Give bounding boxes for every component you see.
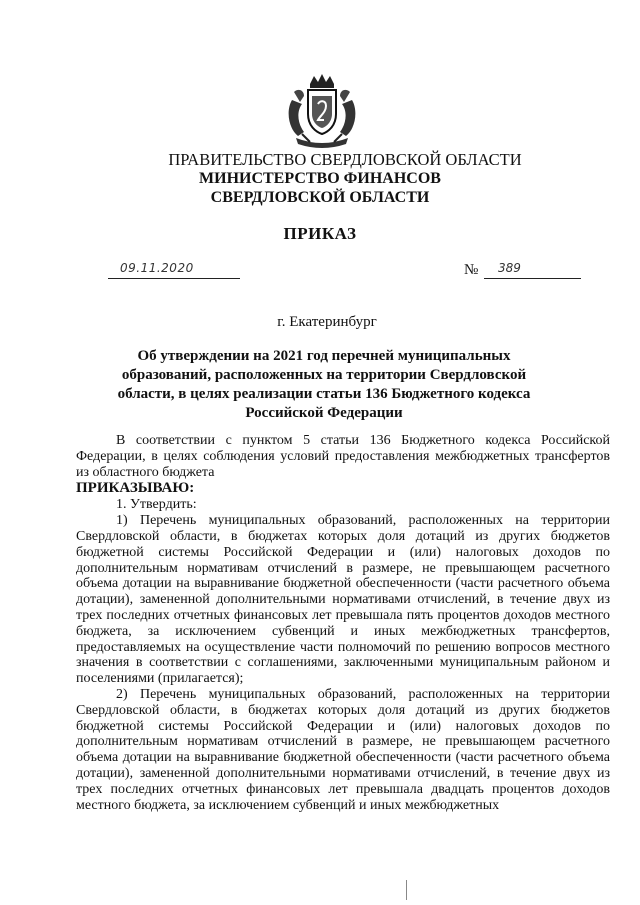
city: г. Екатеринбург bbox=[277, 314, 377, 330]
scan-mark bbox=[406, 880, 407, 900]
number-label: № bbox=[464, 262, 479, 278]
ministry-region: СВЕРДЛОВСКОЙ ОБЛАСТИ bbox=[210, 189, 430, 206]
item-1: 1. Утвердить: bbox=[116, 497, 197, 513]
document-type: ПРИКАЗ bbox=[283, 224, 357, 243]
date-field bbox=[108, 261, 240, 279]
date-value: 09.11.2020 bbox=[120, 261, 194, 275]
government-name: ПРАВИТЕЛЬСТВО СВЕРДЛОВСКОЙ ОБЛАСТИ bbox=[168, 150, 522, 169]
preamble-paragraph: В соответствии с пунктом 5 статьи 136 Бюджетного кодекса Российской Федерации, в целях соблюдения условий предоставления межбюджетных трансфертов из областного бюджета bbox=[76, 433, 610, 480]
document-body bbox=[76, 433, 610, 813]
document-subject: Об утверждении на 2021 год перечней муниципальных образований, расположенных на территории Свердловской области, в целях реализации статьи 136 Бюджетного кодекса Российской Федерации bbox=[117, 348, 531, 421]
item-1-1: 1) Перечень муниципальных образований, расположенных на территории Свердловской области, в бюджетах которых доля дотаций из других бюджетов бюджетной системы Российской Федерации и (или) налоговых доходов по дополнительным нормативам отчислений в размере, не превышающем расчетного объема дотации на выравнивание бюджетной обеспеченности (части расчетного объема дотации), замененной дополнительными нормативами отчислений, в течение двух из трех последних отчетных финансовых лет превышала пять процентов доходов местного бюджета, за исключением субвенций и иных межбюджетных трансфертов, предоставляемых на осуществление части полномочий по решению вопросов местного значения в соответствии с соглашениями, заключенными муниципальным районом и поселениями (прилагается); bbox=[76, 513, 610, 687]
item-1-2: 2) Перечень муниципальных образований, расположенных на территории Свердловской области, в бюджетах которых доля дотаций из других бюджетов бюджетной системы Российской Федерации и (или) налоговых доходов по дополнительным нормативам отчислений в размере, не превышающем расчетного объема дотации на выравнивание бюджетной обеспеченности (части расчетного объема дотации), замененной дополнительными нормативами отчислений, в течение двух из трех последних отчетных финансовых лет превышала двадцать процентов доходов местного бюджета, за исключением субвенций и иных межбюджетных bbox=[76, 686, 610, 813]
ministry-name: МИНИСТЕРСТВО ФИНАНСОВ bbox=[199, 170, 441, 187]
coat-of-arms-emblem bbox=[280, 70, 364, 154]
order-heading: ПРИКАЗЫВАЮ: bbox=[76, 480, 195, 497]
number-field bbox=[484, 261, 581, 279]
number-value: 389 bbox=[498, 261, 521, 275]
